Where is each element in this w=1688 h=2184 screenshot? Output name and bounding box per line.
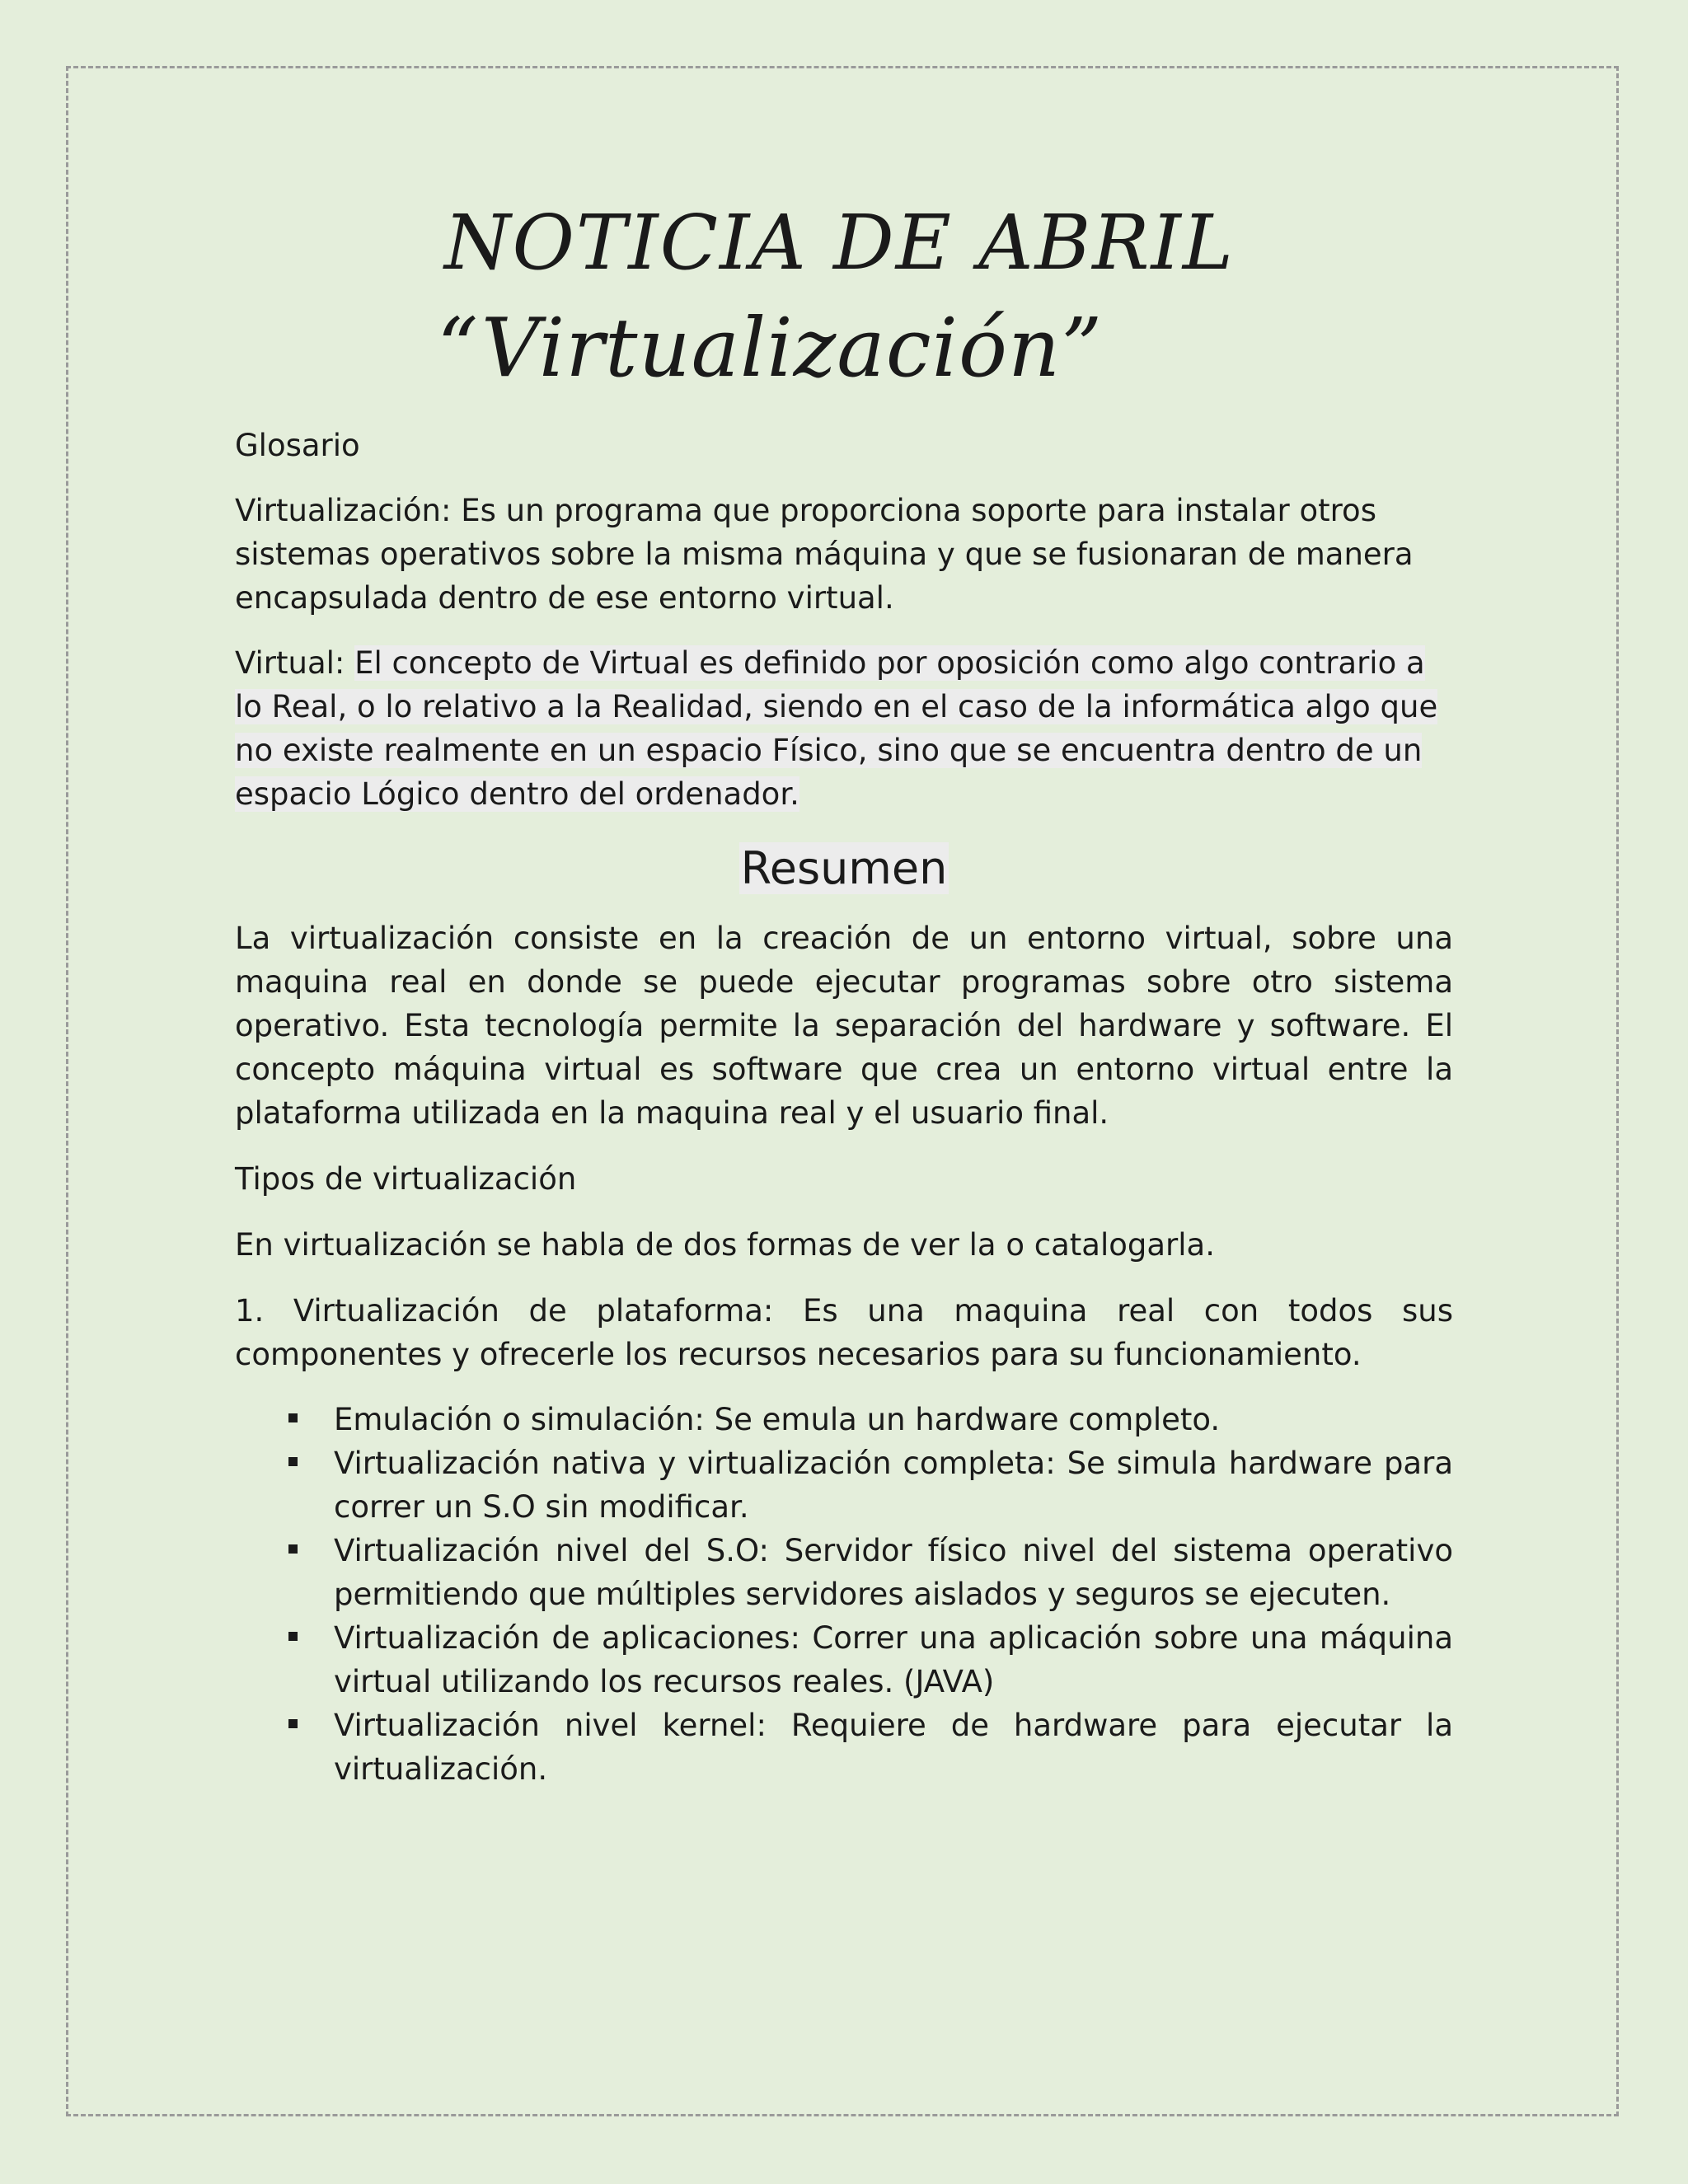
list-item [235,1398,1453,1441]
page-title: NOTICIA DE ABRIL [444,199,1235,287]
formas-paragraph: En virtualización se habla de dos formas de ver la o catalogarla. [235,1227,1215,1263]
square-bullet-icon [288,1457,298,1466]
definition-virtual-text: El concepto de Virtual es definido por oposición como algo contrario a lo Real, o lo relativo a la Realidad, siendo en el caso de la informática algo que no existe realmente en un espacio Físico, sino que se encuentra dentro de un espacio Lógico dentro del ordenador. [235,645,1438,812]
resumen-paragraph: La virtualización consiste en la creación de un entorno virtual, sobre una maquina real en donde se puede ejecutar programas sobre otro sistema operativo. Esta tecnología permite la separación del hardware y software. El concepto máquina virtual es software que crea un entorno virtual entre la plataforma utilizada en la maquina real y el usuario final. [235,921,1453,1131]
square-bullet-icon [288,1544,298,1554]
resumen-heading-text: Resumen [740,842,948,894]
glosario-label: Glosario [235,428,360,463]
resumen-heading [235,839,1453,898]
square-bullet-icon [288,1632,298,1641]
list-item-text: Emulación o simulación: Se emula un hardware completo. [334,1402,1221,1437]
virtualization-types-list [235,1398,1453,1791]
plataforma-paragraph: 1. Virtualización de plataforma: Es una maquina real con todos sus componentes y ofrecerle los recursos necesarios para su funcionamiento. [235,1293,1453,1372]
list-item-text: Virtualización nivel del S.O: Servidor físico nivel del sistema operativo permitiendo que múltiples servidores aislados y seguros se ejecuten. [334,1533,1453,1612]
definition-virtual-term: Virtual: [235,645,355,681]
square-bullet-icon [288,1413,298,1422]
list-item [235,1704,1453,1791]
list-item-text: Virtualización nivel kernel: Requiere de hardware para ejecutar la virtualización. [334,1708,1453,1787]
document-body [235,198,1453,1791]
definition-virtualizacion: Virtualización: Es un programa que proporciona soporte para instalar otros sistemas operativos sobre la misma máquina y que se fusionaran de manera encapsulada dentro de ese entorno virtual. [235,493,1414,616]
list-item [235,1616,1453,1704]
page-subtitle: “Virtualización” [437,302,1104,396]
square-bullet-icon [288,1719,298,1728]
list-item [235,1529,1453,1616]
list-item-text: Virtualización nativa y virtualización completa: Se simula hardware para correr un S.O sin modificar. [334,1446,1453,1525]
tipos-label: Tipos de virtualización [235,1161,577,1197]
list-item [235,1441,1453,1529]
definition-virtual [235,641,1453,816]
list-item-text: Virtualización de aplicaciones: Correr una aplicación sobre una máquina virtual utilizando los recursos reales. (JAVA) [334,1620,1453,1699]
